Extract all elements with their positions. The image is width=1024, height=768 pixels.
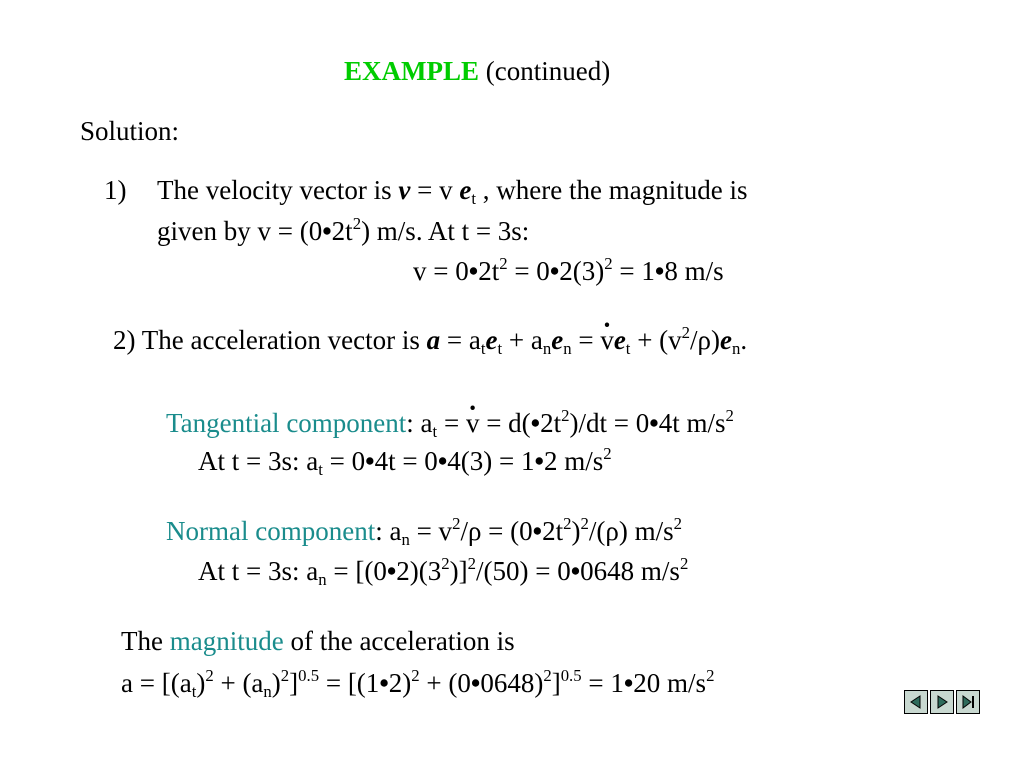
magnitude-word: magnitude [169,626,284,656]
superscript: 2 [706,666,715,686]
text: 2 m/s [543,446,604,476]
e-vector: e [613,325,626,355]
subscript: n [263,682,272,702]
subscript: n [318,570,327,590]
superscript: 2 [411,666,420,686]
v-dot: v · [600,327,614,354]
text: + a [502,325,543,355]
text: )] [449,556,468,586]
text: /ρ) [690,325,721,355]
subscript: t [432,422,438,442]
title-continued: (continued) [485,56,611,86]
decimal-dot: • [534,446,544,476]
text: /ρ = (0 [460,516,533,546]
superscript: 2 [580,514,589,534]
decimal-dot: • [468,256,479,286]
text: = [571,325,601,355]
text: . [740,325,748,355]
text: 0648) [480,668,544,698]
text: 4t = 0 [374,446,438,476]
next-slide-button[interactable] [930,690,954,714]
end-slide-button[interactable] [956,690,980,714]
normal-line1 [166,514,682,550]
superscript: 0.5 [298,666,320,686]
subscript: t [480,339,486,359]
text: = v [410,175,460,205]
magnitude-line2 [121,666,715,702]
a-vector: a [426,325,441,355]
superscript: 2 [604,254,613,274]
text: = [(1 [319,668,380,698]
text: = [437,408,466,438]
tangential-line1 [166,406,734,442]
decimal-dot: • [623,668,634,698]
decimal-dot: • [470,668,481,698]
decimal-dot: • [649,408,659,438]
text: = a [440,325,481,355]
text: + (0 [419,668,471,698]
subscript: t [318,460,323,480]
tangential-line2 [198,444,612,480]
text: ] [551,668,561,698]
text: = 1 [612,256,655,286]
text: At t = 3s: a [198,556,319,586]
text: , where the magnitude is [476,175,748,205]
decimal-dot: • [654,256,665,286]
decimal-dot: • [379,668,389,698]
decimal-dot: • [365,446,375,476]
v-dot: v · [466,410,480,437]
text: 4t m/s [658,408,726,438]
text: 2) The acceleration vector is [113,325,427,355]
superscript: 0.5 [560,666,582,686]
superscript: 2 [499,254,508,274]
text: given by v = (0 [157,216,323,246]
subscript: t [625,339,631,359]
superscript: 2 [563,514,572,534]
text: The velocity vector is [157,175,399,205]
text: )/dt = 0 [569,408,650,438]
superscript: 2 [561,406,570,426]
text: 2t [331,216,353,246]
text: ) m/s. At t = 3s: [361,216,530,246]
step2-line [113,323,748,359]
v-vector: v [398,175,411,205]
prev-arrow-icon [908,694,924,710]
text: = 0 [507,256,550,286]
text: : a [406,408,433,438]
decimal-dot: • [549,256,560,286]
e-vector: e [720,325,732,355]
decimal-dot: • [322,216,332,246]
superscript: 2 [681,323,691,343]
superscript: 2 [679,554,689,574]
text: 0648 m/s [580,556,680,586]
next-arrow-icon [934,694,950,710]
text: 2t [478,256,500,286]
step1-line2 [157,214,530,246]
normal-line2 [198,554,689,590]
step1-line3 [413,254,724,286]
superscript: 2 [725,406,734,426]
text: = v [409,516,453,546]
subscript: t [191,682,197,702]
text: ) [271,668,281,698]
text: = d( [479,408,531,438]
text: ) [571,516,581,546]
text: At t = 3s: a [198,446,319,476]
text: = [(0 [326,556,387,586]
decimal-dot: • [532,516,543,546]
subscript: n [732,339,741,359]
text: 2(3) [559,256,605,286]
text: 2)(3 [396,556,442,586]
solution-label: Solution: [80,116,180,146]
superscript: 2 [205,666,214,686]
text: 2) [388,668,412,698]
step1-line1 [157,175,748,209]
prev-slide-button[interactable] [904,690,928,714]
text: + (v [630,325,682,355]
text: 20 m/s [633,668,707,698]
e-vector: e [485,325,498,355]
subscript: t [471,189,477,209]
text: 4(3) = 1 [447,446,535,476]
decimal-dot: • [386,556,397,586]
title-example: EXAMPLE [344,56,479,86]
decimal-dot: • [530,408,541,438]
e-vector: e [551,325,564,355]
text: = 1 [581,668,624,698]
text: : a [375,516,402,546]
end-arrow-icon [960,694,976,710]
text: ] [289,668,299,698]
superscript: 2 [543,666,552,686]
superscript: 2 [603,444,612,464]
text: a = [(a [121,668,192,698]
text: 8 m/s [664,256,724,286]
tangential-label: Tangential component [166,408,407,438]
text: 2t [540,408,562,438]
text: The [121,626,170,656]
superscript: 2 [352,214,362,234]
superscript: 2 [673,514,682,534]
decimal-dot: • [570,556,581,586]
subscript: n [542,339,552,359]
slide-navigation [904,690,982,714]
text: v = 0 [413,256,469,286]
superscript: 2 [452,514,461,534]
text: + (a [213,668,264,698]
text: /(ρ) m/s [588,516,674,546]
normal-label: Normal component [166,516,376,546]
text: /(50) = 0 [476,556,571,586]
subscript: n [401,530,410,550]
text: = 0 [322,446,366,476]
text: 2t [542,516,564,546]
superscript: 2 [467,554,476,574]
e-vector: e [459,175,472,205]
subscript: n [563,339,572,359]
slide-title [344,58,610,85]
magnitude-line1 [121,628,515,655]
superscript: 2 [280,666,290,686]
text: ) [196,668,206,698]
superscript: 2 [441,554,450,574]
subscript: t [497,339,503,359]
text: of the acceleration is [283,626,515,656]
step1-number: 1) [104,175,127,205]
decimal-dot: • [437,446,448,476]
